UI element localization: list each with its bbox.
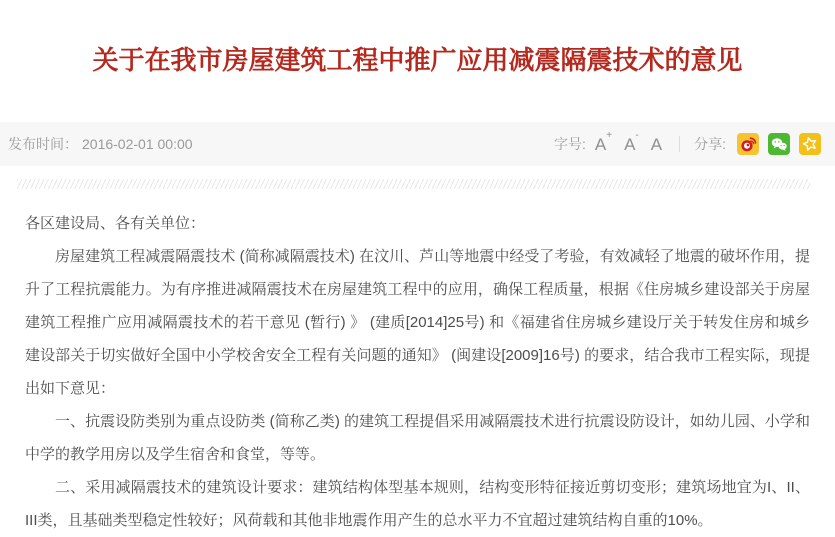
font-reset-button[interactable] bbox=[648, 136, 665, 153]
publish-time-label: 发布时间： bbox=[8, 136, 78, 152]
font-decrease-label: A bbox=[624, 134, 636, 154]
share-wechat-icon[interactable] bbox=[768, 133, 790, 155]
font-increase-label: A bbox=[594, 134, 607, 154]
page-title: 关于在我市房屋建筑工程中推广应用减震隔震技术的意见 bbox=[92, 45, 743, 75]
article-body bbox=[0, 189, 835, 537]
paragraph-item-2: 二、采用减隔震技术的建筑设计要求：建筑结构体型基本规则，结构变形特征接近剪切变形；建筑场地宜为I、II、III类，且基础类型稳定性较好；风荷载和其他非地震作用产生的总水平力不宜超过建筑结构自重的10%。 bbox=[25, 479, 810, 529]
font-decrease-button[interactable] bbox=[621, 129, 642, 154]
paragraph-intro: 房屋建筑工程减震隔震技术 (简称减隔震技术) 在汶川、芦山等地震中经受了考验，有效减轻了地震的破坏作用，提升了工程抗震能力。为有序推进减隔震技术在房屋建筑工程中的应用，确保工程质量，根据《住房城乡建设部关于房屋建筑工程推广应用减隔震技术的若干意见 (暂行) 》 (建质[2014]25号) 和《福建省住房城乡建设厅关于转发住房和城乡建设部关于切实做好全国中小学校舍安全工程有关问题的通知》 (闽建设[2009]16号) 的要求，结合我市工程实际，现提出如下意见： bbox=[25, 248, 810, 397]
publish-time-value: 2016-02-01 00:00 bbox=[82, 136, 193, 152]
font-size-label: 字号: bbox=[554, 136, 586, 152]
font-increase-button[interactable] bbox=[592, 129, 615, 154]
hatched-divider bbox=[17, 179, 810, 189]
meta-bar bbox=[0, 122, 835, 166]
article-page bbox=[0, 42, 835, 536]
salutation: 各区建设局、各有关单位： bbox=[25, 215, 206, 232]
font-reset-label: A bbox=[650, 134, 663, 154]
minus-icon: - bbox=[635, 129, 639, 141]
vertical-divider bbox=[679, 136, 680, 152]
meta-controls bbox=[554, 129, 821, 155]
share-label: 分享: bbox=[694, 136, 726, 152]
paragraph-item-1: 一、抗震设防类别为重点设防类 (简称乙类) 的建筑工程提倡采用减隔震技术进行抗震设防设计，如幼儿园、小学和中学的教学用房以及学生宿舍和食堂，等等。 bbox=[25, 413, 810, 463]
share-qzone-star-icon[interactable] bbox=[799, 133, 821, 155]
share-weibo-icon[interactable] bbox=[737, 133, 759, 155]
publish-time bbox=[8, 134, 193, 154]
plus-icon: + bbox=[606, 129, 613, 141]
